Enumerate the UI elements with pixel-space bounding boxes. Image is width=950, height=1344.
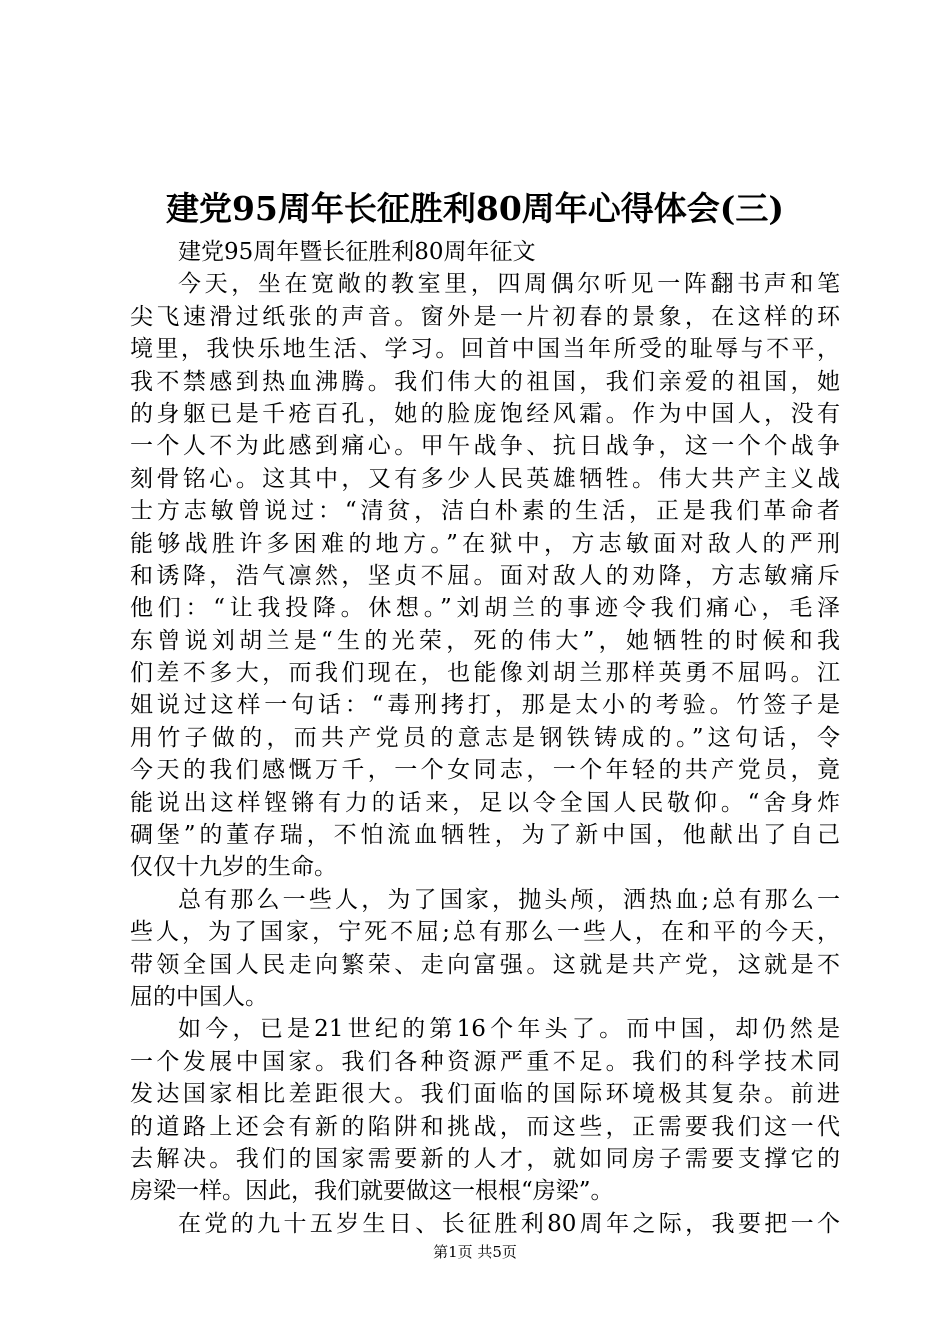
paragraph-line: 的道路上还会有新的陷阱和挑战，而这些，正需要我们这一代 [130, 1113, 840, 1140]
paragraph-line: 去解决。我们的国家需要新的人才，就如同房子需要支撑它的 [130, 1145, 840, 1172]
document-title: 建党95周年长征胜利80周年心得体会(三) [165, 189, 785, 228]
paragraph-line: 碉堡”的董存瑞，不怕流血牺牲，为了新中国，他献出了自己 [130, 822, 840, 849]
page-number-footer: 第1页 共5页 [433, 1243, 517, 1261]
paragraph-line: 刻骨铭心。这其中，又有多少人民英雄牺牲。伟大共产主义战 [130, 465, 840, 492]
paragraph-line: 东曾说刘胡兰是“生的光荣，死的伟大”，她牺牲的时候和我 [130, 627, 840, 654]
subtitle-line: 建党95周年暨长征胜利80周年征文 [178, 239, 536, 265]
paragraph-line: 姐说过这样一句话：“毒刑拷打，那是太小的考验。竹签子是 [130, 692, 840, 719]
paragraph-line: 境里，我快乐地生活、学习。回首中国当年所受的耻辱与不平， [130, 336, 840, 363]
paragraph-line: 总有那么一些人，为了国家，抛头颅，洒热血;总有那么一 [178, 886, 840, 913]
paragraph-line: 和诱降，浩气凛然，坚贞不屈。面对敌人的劝降，方志敏痛斥 [130, 562, 840, 589]
paragraph-line: 们差不多大，而我们现在，也能像刘胡兰那样英勇不屈吗。江 [130, 660, 840, 687]
paragraph-line: 士方志敏曾说过：“清贫，洁白朴素的生活，正是我们革命者 [130, 498, 840, 525]
paragraph-line: 用竹子做的，而共产党员的意志是钢铁铸成的。”这句话，令 [130, 724, 840, 751]
paragraph-line: 能够战胜许多困难的地方。”在狱中，方志敏面对敌人的严刑 [130, 530, 840, 557]
paragraph-line: 能说出这样铿锵有力的话来，足以令全国人民敬仰。“舍身炸 [130, 789, 840, 816]
document-body [130, 236, 840, 1240]
paragraph-line: 些人，为了国家，宁死不屈;总有那么一些人，在和平的今天， [130, 919, 840, 946]
paragraph-line: 屈的中国人。 [130, 983, 268, 1010]
paragraph-line: 一个发展中国家。我们各种资源严重不足。我们的科学技术同 [130, 1048, 840, 1075]
paragraph-line: 在党的九十五岁生日、长征胜利80周年之际，我要把一个 [178, 1210, 840, 1237]
paragraph-line: 房梁一样。因此，我们就要做这一根根“房梁”。 [130, 1178, 614, 1205]
paragraph-line: 发达国家相比差距很大。我们面临的国际环境极其复杂。前进 [130, 1081, 840, 1108]
paragraph-line: 尖飞速滑过纸张的声音。窗外是一片初春的景象，在这样的环 [130, 303, 840, 330]
paragraph-line: 今天，坐在宽敞的教室里，四周偶尔听见一阵翻书声和笔 [178, 271, 840, 298]
paragraph-line: 如今，已是21世纪的第16个年头了。而中国，却仍然是 [178, 1016, 840, 1043]
paragraph-line: 一个人不为此感到痛心。甲午战争、抗日战争，这一个个战争 [130, 433, 840, 460]
paragraph-line: 今天的我们感慨万千，一个女同志，一个年轻的共产党员，竟 [130, 757, 840, 784]
paragraph-line: 带领全国人民走向繁荣、走向富强。这就是共产党，这就是不 [130, 951, 840, 978]
paragraph-line: 仅仅十九岁的生命。 [130, 854, 337, 881]
paragraph-line: 的身躯已是千疮百孔，她的脸庞饱经风霜。作为中国人，没有 [130, 400, 840, 427]
paragraph-line: 我不禁感到热血沸腾。我们伟大的祖国，我们亲爱的祖国，她 [130, 368, 840, 395]
paragraph-line: 他们：“让我投降。休想。”刘胡兰的事迹令我们痛心，毛泽 [130, 595, 840, 622]
